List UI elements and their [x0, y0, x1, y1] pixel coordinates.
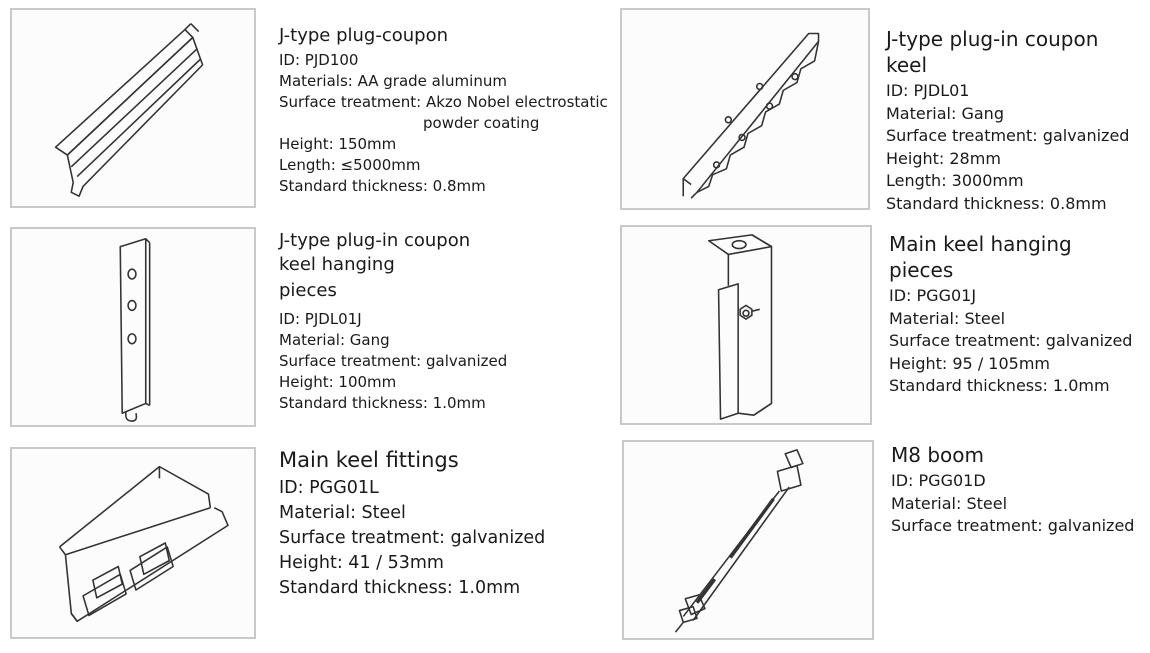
product-image-frame: [622, 440, 874, 640]
product-material: Material: Steel: [279, 503, 406, 523]
product-thickness: Standard thickness: 1.0mm: [279, 578, 521, 598]
product-thickness: Standard thickness: 0.8mm: [279, 177, 486, 195]
product-surface-treatment: Surface treatment: galvanized: [891, 516, 1135, 535]
product-material: Material: Gang: [886, 103, 1004, 123]
product-material: Material: Steel: [889, 308, 1006, 328]
product-title: Main keel hanging pieces: [889, 232, 1072, 282]
threaded-rod-icon: [624, 442, 872, 638]
product-material: Material: Steel: [891, 493, 1008, 513]
main-keel-hanger-icon: [622, 227, 870, 423]
product-surface-treatment: Surface treatment: Akzo Nobel electrostatic: [279, 93, 608, 111]
product-id: ID: PJDL01J: [279, 310, 362, 328]
product-image-frame: [10, 447, 256, 639]
product-title: J-type plug-coupon: [279, 25, 449, 46]
product-image-frame: [620, 8, 870, 210]
product-thickness: Standard thickness: 1.0mm: [279, 394, 486, 412]
product-title: Main keel fittings: [279, 448, 459, 472]
hanging-strip-icon: [12, 229, 254, 425]
product-image-frame: [10, 227, 256, 427]
product-height: Height: 100mm: [279, 373, 397, 391]
product-material: Materials: AA grade aluminum: [279, 72, 507, 90]
product-length: Length: 3000mm: [886, 171, 1024, 190]
product-surface-treatment: Surface treatment: galvanized: [279, 352, 508, 370]
product-id: ID: PJDL01: [886, 81, 970, 100]
product-image-frame: [10, 8, 256, 208]
main-keel-fitting-icon: [12, 449, 254, 637]
product-title-line-2: pieces: [279, 280, 337, 301]
product-title: J-type plug-in coupon keel: [886, 27, 1099, 77]
product-thickness: Standard thickness: 1.0mm: [889, 376, 1110, 395]
product-surface-treatment: Surface treatment: galvanized: [279, 528, 546, 548]
product-id: ID: PJD100: [279, 51, 359, 69]
product-height: Height: 41 / 53mm: [279, 553, 444, 573]
product-id: ID: PGG01L: [279, 478, 379, 498]
product-image-frame: [620, 225, 872, 425]
product-height: Height: 95 / 105mm: [889, 353, 1050, 373]
product-id: ID: PGG01J: [889, 286, 977, 305]
product-length: Length: ≤5000mm: [279, 156, 421, 174]
product-height: Height: 28mm: [886, 148, 1001, 168]
product-material: Material: Gang: [279, 331, 390, 349]
product-thickness: Standard thickness: 0.8mm: [886, 193, 1107, 213]
product-title: M8 boom: [891, 443, 984, 467]
product-surface-treatment: Surface treatment: galvanized: [889, 331, 1133, 350]
product-surface-treatment: Surface treatment: galvanized: [886, 126, 1130, 145]
product-id: ID: PGG01D: [891, 471, 986, 490]
j-keel-profile-icon: [622, 10, 868, 208]
product-height: Height: 150mm: [279, 135, 397, 153]
product-title-line-1: J-type plug-in coupon keel hanging: [279, 230, 471, 275]
product-surface-treatment-cont: powder coating: [423, 114, 540, 132]
j-plug-coupon-profile-icon: [12, 10, 254, 206]
